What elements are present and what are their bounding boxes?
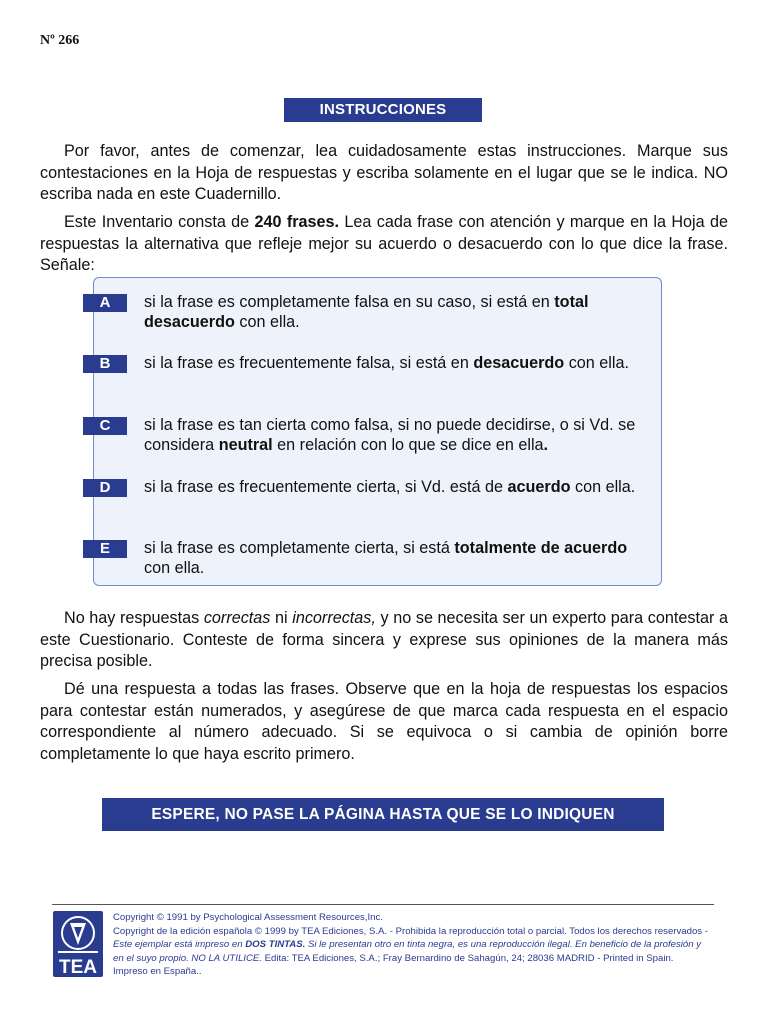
- options-box: [93, 277, 662, 586]
- footer-divider: [52, 904, 714, 905]
- option-text: si la frase es frecuentemente cierta, si Vd. está de acuerdo con ella.: [144, 478, 636, 496]
- instructions-banner: INSTRUCCIONES: [284, 98, 482, 122]
- italic-segment: incorrectas,: [292, 609, 376, 627]
- tea-logo: [53, 911, 103, 977]
- option-text: si la frase es tan cierta como falsa, si no puede decidirse, o si Vd. se considera neutral en relación con lo que se dice en ella.: [144, 416, 636, 454]
- option-text: si la frase es completamente cierta, si está totalmente de acuerdo con ella.: [144, 539, 628, 577]
- italic-segment: correctas: [203, 609, 271, 627]
- paragraph-intro: Por favor, antes de comenzar, lea cuidadosamente estas instrucciones. Marque sus contestaciones en la Hoja de respuestas y escriba solamente en el lugar que se le indica. NO escriba nada en este Cuadernillo.: [40, 142, 728, 203]
- copyright-line: en el suyo propio. NO LA UTILICE. Edita: TEA Ediciones, S.A.; Fray Bernardino de Sahagún, 24; 28036 MADRID - Printed in Spain.: [113, 952, 674, 964]
- wait-banner: ESPERE, NO PASE LA PÁGINA HASTA QUE SE LO INDIQUEN: [102, 798, 664, 831]
- option-letter: C: [83, 417, 127, 435]
- paragraph-inventory: [40, 212, 728, 277]
- document-number: Nº 266: [40, 33, 80, 48]
- option-text: si la frase es frecuentemente falsa, si está en desacuerdo con ella.: [144, 354, 629, 372]
- text-segment: Este Inventario consta de: [64, 213, 255, 231]
- tea-logo-icon: [53, 911, 103, 977]
- paragraph-no-correct-answers: No hay respuestas correctas ni incorrectas, y no se necesita ser un experto para contestar a este Cuestionario. Conteste de forma sincera y exprese sus opiniones de la manera más precisa posible.: [40, 609, 728, 670]
- copyright-line: Copyright de la edición española © 1999 by TEA Ediciones, S.A. - Prohibida la reproducción total o parcial. Todos los derechos reservados -: [113, 925, 708, 937]
- paragraph-answer-all: Dé una respuesta a todas las frases. Observe que en la hoja de respuestas los espacios para contestar están numerados, y asegúrese de que marca cada respuesta en el espacio correspondiente al número adecuado. Si se equivoca o si cambia de opinión borre completamente lo que haya escrito primero.: [40, 680, 728, 763]
- option-letter: D: [83, 479, 127, 497]
- option-text: si la frase es completamente falsa en su caso, si está en total desacuerdo con ella.: [144, 293, 589, 331]
- logo-text: TEA: [59, 957, 97, 977]
- option-letter: E: [83, 540, 127, 558]
- copyright-footer: [113, 911, 713, 979]
- copyright-line: Este ejemplar está impreso en DOS TINTAS. Si le presentan otro en tinta negra, es una reproducción ilegal. En beneficio de la profesión y: [113, 939, 702, 951]
- text-segment: Lea cada frase con atención y marque en la Hoja de respuestas la alternativa que refleje mejor su acuerdo o desacuerdo con lo que dice la frase. Señale:: [40, 213, 728, 274]
- option-letter: A: [83, 294, 127, 312]
- bold-segment: 240 frases.: [254, 213, 340, 231]
- copyright-line: Copyright © 1991 by Psychological Assessment Resources,Inc.: [113, 912, 383, 923]
- option-letter: B: [83, 355, 127, 373]
- copyright-line: Impreso en España..: [113, 966, 202, 978]
